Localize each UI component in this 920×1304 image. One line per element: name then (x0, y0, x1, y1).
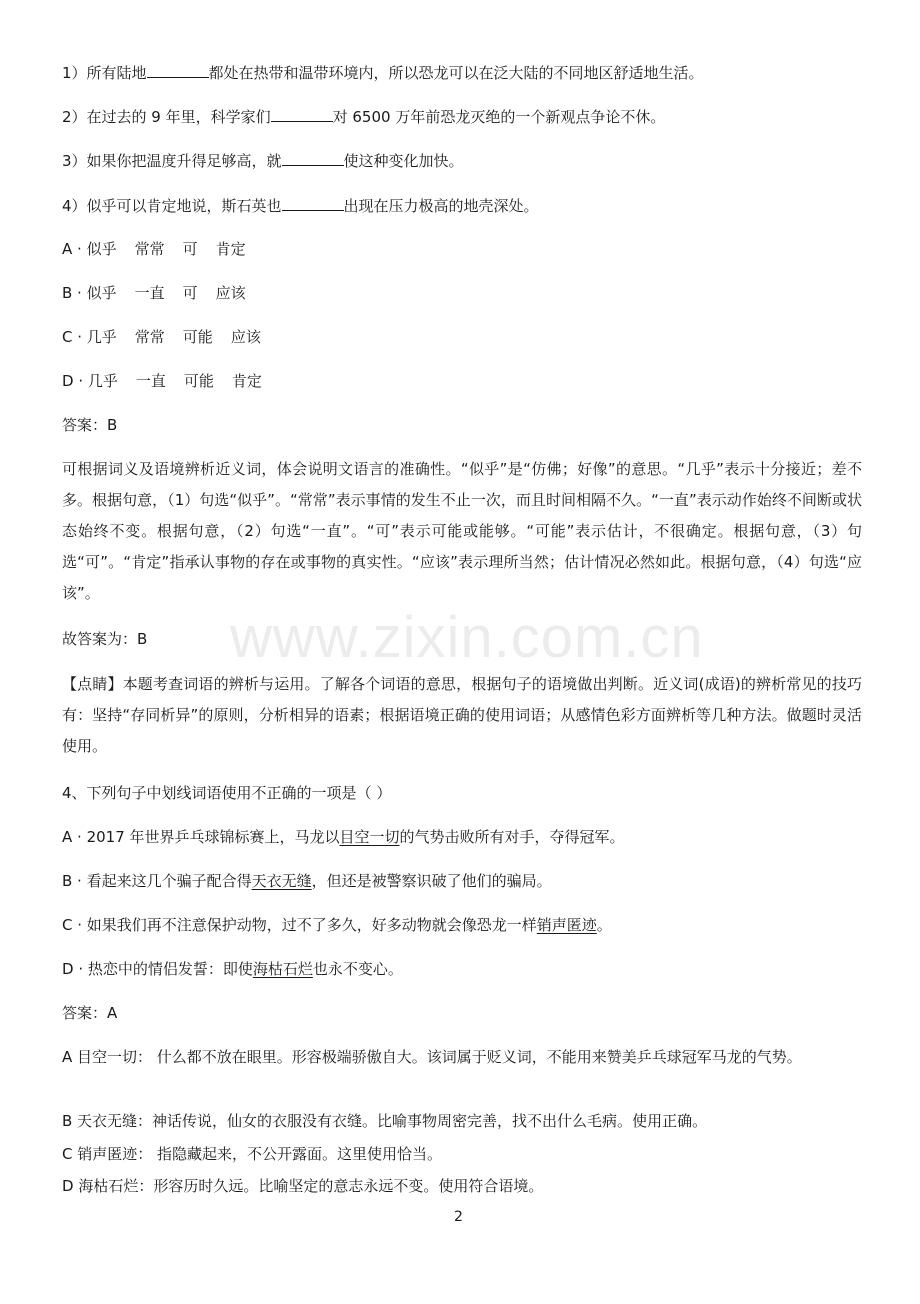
analysis-c: C 销声匿迹： 指隐藏起来，不公开露面。这里使用恰当。 (62, 1145, 443, 1163)
watermark: www.zixin.com.cn (230, 605, 704, 670)
blank (282, 150, 344, 166)
q4-option-d: D · 热恋中的情侣发誓：即使海枯石烂也永不变心。 (62, 960, 403, 978)
option-c: C · 几乎 常常 可能 应该 (62, 328, 261, 346)
analysis-b: B 天衣无缝：神话传说，仙女的衣服没有衣缝。比喻事物周密完善，找不出什么毛病。使用正确。 (62, 1112, 708, 1130)
underlined-phrase: 海枯石烂 (252, 960, 313, 978)
q4-option-b: B · 看起来这几个骗子配合得天衣无缝，但还是被警察识破了他们的骗局。 (62, 872, 552, 890)
blank (282, 195, 344, 211)
note-paragraph: 【点睛】本题考查词语的辨析与运用。了解各个词语的意思，根据句子的语境做出判断。近义词(成语)的辨析常见的技巧有：坚持“存同析异”的原则，分析相异的语素；根据语境正确的使用词语；从感情色彩方面辨析等几种方法。做题时灵活使用。 (62, 675, 862, 755)
option-b: B · 似乎 一直 可 应该 (62, 284, 246, 302)
q4-option-a: A · 2017 年世界乒乓球锦标赛上，马龙以目空一切的气势击败所有对手，夺得冠军。 (62, 828, 625, 846)
analysis-d: D 海枯石烂：形容历时久远。比喻坚定的意志永远不变。使用符合语境。 (62, 1177, 544, 1195)
underlined-phrase: 目空一切 (339, 828, 400, 846)
page-number: 2 (454, 1209, 463, 1225)
option-d: D · 几乎 一直 可能 肯定 (62, 372, 262, 390)
sentence-4: 4）似乎可以肯定地说，斯石英也 出现在压力极高的地壳深处。 (62, 197, 539, 215)
answer-4: 答案：A (62, 1004, 118, 1022)
q4-option-c: C · 如果我们再不注意保护动物，过不了多久，好多动物就会像恐龙一样销声匿迹。 (62, 916, 612, 934)
final-answer: 故答案为：B (62, 630, 148, 648)
question-4-title: 4、下列句子中划线词语使用不正确的一项是（ ） (62, 784, 392, 802)
sentence-1: 1）所有陆地 都处在热带和温带环境内，所以恐龙可以在泛大陆的不同地区舒适地生活。 (62, 64, 704, 82)
blank (271, 106, 333, 122)
sentence-3: 3）如果你把温度升得足够高，就 使这种变化加快。 (62, 152, 464, 170)
option-a: A · 似乎 常常 可 肯定 (62, 240, 246, 258)
answer-1: 答案：B (62, 416, 118, 434)
analysis-a: A 目空一切： 什么都不放在眼里。形容极端骄傲自大。该词属于贬义词，不能用来赞美乒乓球冠军马龙的气势。 (62, 1048, 802, 1066)
sentence-2: 2）在过去的 9 年里，科学家们 对 6500 万年前恐龙灭绝的一个新观点争论不休。 (62, 108, 666, 126)
underlined-phrase: 销声匿迹 (536, 916, 597, 934)
blank (147, 62, 209, 78)
explanation-paragraph: 可根据词义及语境辨析近义词，体会说明文语言的准确性。“似乎”是“仿佛；好像”的意思。“几乎”表示十分接近；差不多。根据句意，（1）句选“似乎”。“常常”表示事情的发生不止一次，而且时间相隔不久。“一直”表示动作始终不间断或状态始终不变。根据句意，（2）句选“一直”。“可”表示可能或能够。“可能”表示估计，不很确定。根据句意，（3）句选“可”。“肯定”指承认事物的存在或事物的真实性。“应该”表示理所当然；估计情况必然如此。根据句意，（4）句选“应该”。 (62, 460, 862, 602)
underlined-phrase: 天衣无缝 (251, 872, 312, 890)
